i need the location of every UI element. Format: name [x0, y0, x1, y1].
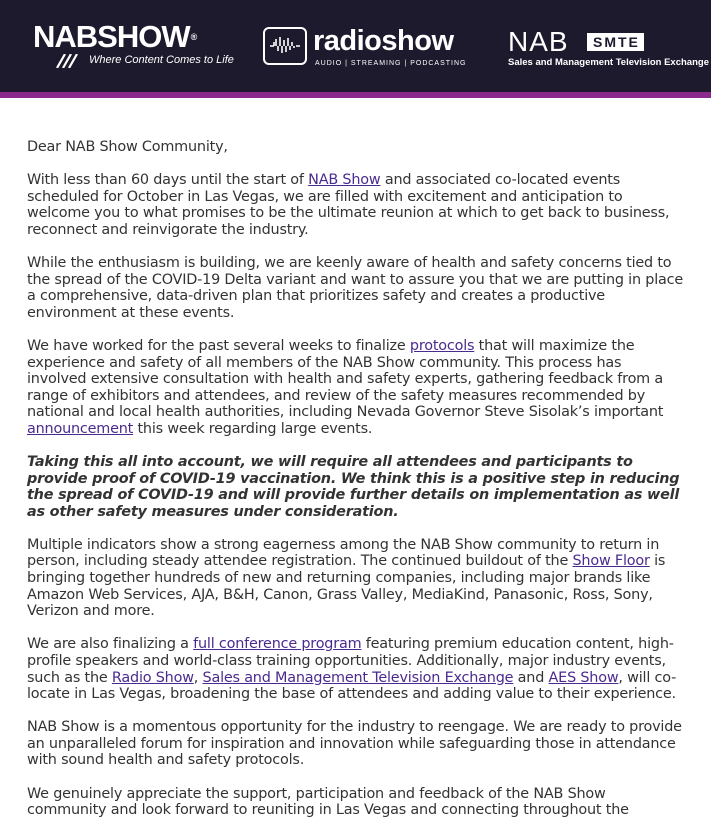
- paragraph-text: is bringing together hundreds of new and returning companies, including major brands like Amazon Web Services, AJA, B&H, Canon, Grass Valley, MediaKind, Panasonic, Ross, Sony, Verizon and more.: [27, 553, 666, 620]
- paragraph-text: We have worked for the past several weeks to finalize: [27, 337, 410, 354]
- letter-body: [0, 98, 711, 819]
- paragraph-text: With less than 60 days until the start of: [27, 172, 309, 189]
- smte-logo[interactable]: [508, 26, 709, 68]
- smte-link[interactable]: Sales and Management Television Exchange: [202, 669, 514, 686]
- paragraph-1: [27, 172, 684, 238]
- registered-mark: ®: [190, 32, 197, 42]
- radio-show-link[interactable]: Radio Show: [111, 669, 194, 686]
- show-floor-link[interactable]: Show Floor: [572, 553, 650, 570]
- paragraph-text: Multiple indicators show a strong eagerness among the NAB Show community to return in person, including steady attendee registration. The continued buildout of the: [27, 536, 660, 570]
- nab-show-wordmark: NABSHOW: [33, 19, 190, 54]
- radio-show-subline: AUDIO | STREAMING | PODCASTING: [315, 60, 467, 67]
- paragraph-text: We are also finalizing a: [27, 636, 194, 653]
- paragraph-text: this week regarding large events.: [133, 420, 373, 437]
- paragraph-text: featuring premium education content, high-profile speakers and world-class training opportunities. Additionally, major industry events, such as the: [27, 636, 674, 686]
- waveform-icon: [263, 27, 307, 65]
- paragraph-text: and: [513, 669, 549, 686]
- paragraph-text: ,: [193, 669, 203, 686]
- paragraph-8: We genuinely appreciate the support, participation and feedback of the NAB Show community and look forward to reuniting in Las Vegas and connecting throughout the: [27, 785, 629, 819]
- paragraph-text: that will maximize the experience and safety of all members of the NAB Show community. This process has involved extensive consultation with health and safety experts, gathering feedback from a range of exhibitors and attendees, and review of the safety measures recommended by national and local health authorities, including Nevada Governor Steve Sisolak’s important: [27, 337, 664, 421]
- paragraph-text: , will co-locate in Las Vegas, broadening the base of attendees and adding value to their experience.: [27, 669, 677, 703]
- vaccination-requirement-paragraph: Taking this all into account, we will require all attendees and participants to provide proof of COVID-19 vaccination. We think this is a positive step in reducing the spread of COVID-19 and will provide further details on implementation as well as other safety measures under consideration.: [27, 454, 680, 520]
- greeting: Dear NAB Show Community,: [27, 139, 228, 155]
- protocols-link[interactable]: protocols: [409, 337, 475, 354]
- smte-subline: Sales and Management Television Exchange: [508, 57, 709, 68]
- header-banner: [0, 0, 711, 98]
- smte-box-label: SMTE: [587, 33, 644, 51]
- nab-show-link[interactable]: NAB Show: [308, 172, 381, 189]
- nab-show-tagline: Where Content Comes to Life: [89, 54, 234, 66]
- paragraph-5: [27, 537, 684, 620]
- paragraph-7: NAB Show is a momentous opportunity for the industry to reengage. We are ready to provide an unparalleled forum for inspiration and innovation while safeguarding those in attendance with sound health and safety protocols.: [27, 719, 682, 769]
- paragraph-3: [27, 338, 684, 438]
- slash-stripes-icon: [55, 54, 85, 68]
- nab-show-logo[interactable]: [33, 19, 234, 66]
- paragraph-2: While the enthusiasm is building, we are keenly aware of health and safety concerns tied to the spread of the COVID-19 Delta variant and want to assure you that we are putting in place a comprehensive, data-driven plan that prioritizes safety and creates a productive environment at these events.: [27, 255, 683, 321]
- smte-nab-wordmark: NAB: [508, 26, 569, 57]
- radio-show-wordmark: radioshow: [313, 25, 454, 57]
- aes-show-link[interactable]: AES Show: [548, 669, 619, 686]
- paragraph-6: [27, 636, 684, 702]
- conference-program-link[interactable]: full conference program: [193, 636, 362, 653]
- paragraph-text: and associated co-located events scheduled for October in Las Vegas, we are filled with excitement and anticipation to welcome you to what promises to be the ultimate reunion at which to get back to business, reconnect and reinvigorate the industry.: [27, 172, 670, 238]
- announcement-link[interactable]: announcement: [27, 420, 134, 437]
